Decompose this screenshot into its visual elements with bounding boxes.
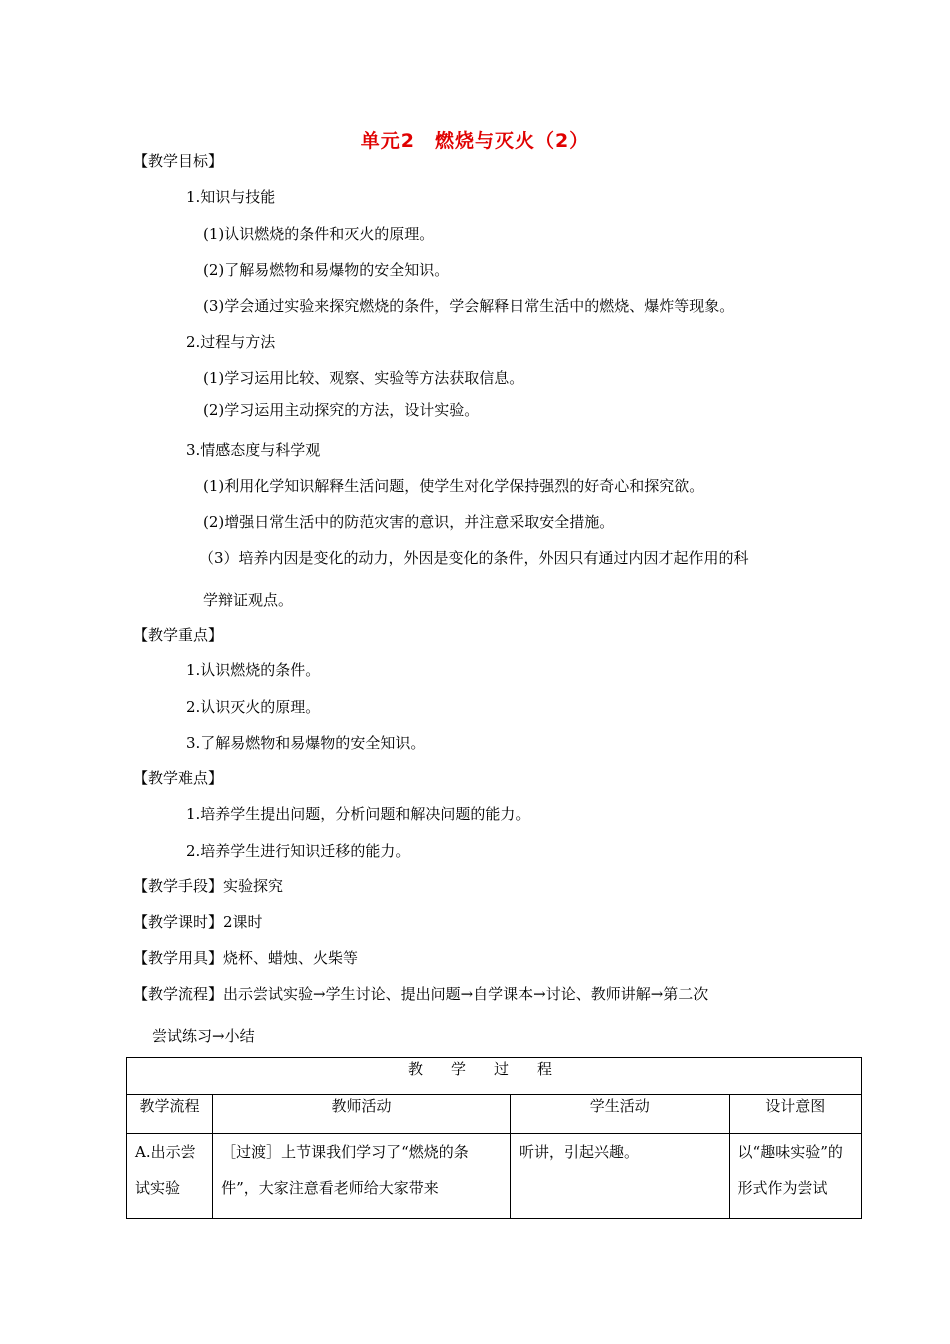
objective-item: (2)增强日常生活中的防范灾害的意识，并注意采取安全措施。	[203, 513, 615, 531]
objective-item: (1)利用化学知识解释生活问题，使学生对化学保持强烈的好奇心和探究欲。	[203, 477, 705, 495]
difficulties-heading: 【教学难点】	[133, 769, 224, 787]
objective-section-label: 3.情感态度与科学观	[186, 441, 321, 459]
key-point-item: 1.认识燃烧的条件。	[186, 661, 321, 679]
objective-item: （3）培养内因是变化的动力，外因是变化的条件，外因只有通过内因才起作用的科	[199, 549, 749, 567]
objectives-heading: 【教学目标】	[133, 152, 224, 170]
key-point-item: 2.认识灭火的原理。	[186, 698, 321, 716]
difficulty-item: 2.培养学生进行知识迁移的能力。	[186, 842, 411, 860]
table-header: 教学过程	[127, 1058, 862, 1095]
objective-item-continuation: 学辩证观点。	[203, 591, 294, 609]
objective-item: (2)了解易燃物和易爆物的安全知识。	[203, 261, 450, 279]
objective-item: (1)学习运用比较、观察、实验等方法获取信息。	[203, 369, 525, 387]
teaching-process-continuation: 尝试练习→小结	[152, 1027, 255, 1045]
key-point-item: 3.了解易燃物和易爆物的安全知识。	[186, 734, 426, 752]
column-header-student: 学生活动	[511, 1095, 730, 1134]
objective-item: (3)学会通过实验来探究燃烧的条件，学会解释日常生活中的燃烧、爆炸等现象。	[203, 297, 735, 315]
cell-design-intent: 以“趣味实验”的形式作为尝试	[729, 1134, 861, 1219]
teaching-hours: 【教学课时】2课时	[133, 913, 263, 931]
objective-section-label: 2.过程与方法	[186, 333, 276, 351]
column-header-teacher: 教师活动	[213, 1095, 511, 1134]
cell-student-activity: 听讲，引起兴趣。	[511, 1134, 730, 1219]
difficulty-item: 1.培养学生提出问题，分析问题和解决问题的能力。	[186, 805, 531, 823]
objective-section-label: 1.知识与技能	[186, 188, 276, 206]
key-points-heading: 【教学重点】	[133, 626, 224, 644]
teaching-tools: 【教学用具】烧杯、蜡烛、火柴等	[133, 949, 359, 967]
cell-step: A.出示尝试实验	[127, 1134, 213, 1219]
column-header-intent: 设计意图	[729, 1095, 861, 1134]
table-row	[127, 1134, 862, 1219]
teaching-process: 【教学流程】出示尝试实验→学生讨论、提出问题→自学课本→讨论、教师讲解→第二次	[133, 985, 709, 1003]
cell-teacher-activity: ［过渡］上节课我们学习了“燃烧的条件”，大家注意看老师给大家带来	[213, 1134, 511, 1219]
column-header-step: 教学流程	[127, 1095, 213, 1134]
teaching-process-table	[126, 1057, 862, 1219]
objective-item: (1)认识燃烧的条件和灭火的原理。	[203, 225, 435, 243]
teaching-means: 【教学手段】实验探究	[133, 877, 284, 895]
document-title: 单元2 燃烧与灭火（2）	[360, 130, 590, 152]
objective-item: (2)学习运用主动探究的方法，设计实验。	[203, 401, 480, 419]
